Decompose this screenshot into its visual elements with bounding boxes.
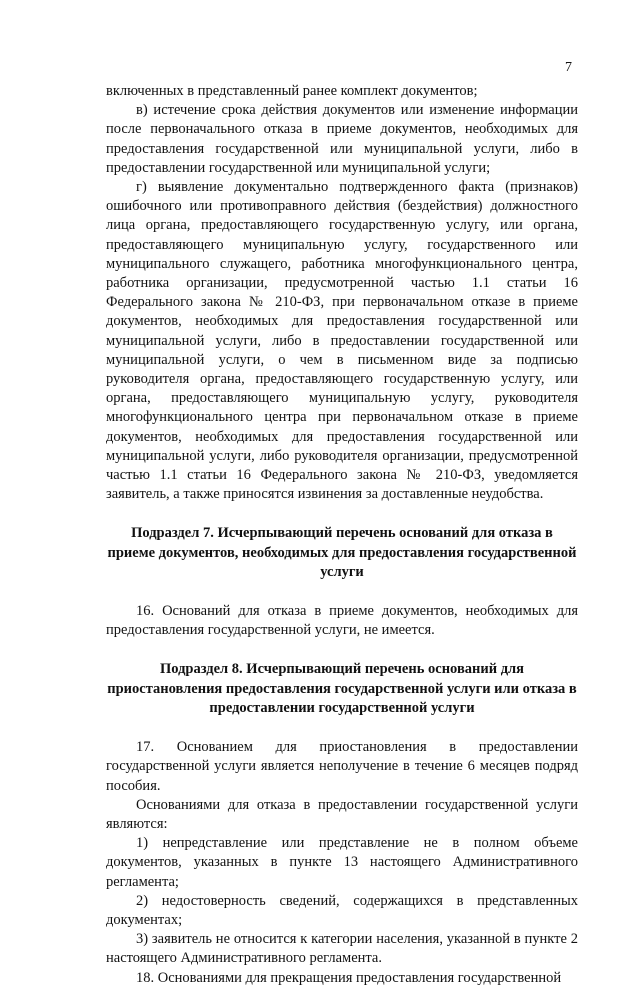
paragraph: включенных в представленный ранее комплект документов;: [106, 83, 478, 99]
list-item-1: 1) непредставление или представление не в полном объеме документов, указанных в пункте 13 настоящего Административного регламента;: [106, 835, 578, 890]
section-heading-7: Подраздел 7. Исчерпывающий перечень оснований для отказа в приеме документов, необходимых для предоставления государственной услуги: [107, 525, 577, 580]
spacer: [106, 718, 578, 738]
paragraph-16: 16. Оснований для отказа в приеме документов, необходимых для предоставления государственной услуги, не имеется.: [106, 603, 578, 639]
spacer: [106, 582, 578, 602]
page-number: 7: [565, 60, 572, 75]
document-body: [106, 82, 578, 988]
spacer: [106, 504, 578, 524]
paragraph-18: 18. Основаниями для прекращения предоставления государственной: [136, 969, 562, 986]
list-item-2: 2) недостоверность сведений, содержащихся в представленных документах;: [106, 892, 578, 928]
paragraph-item-v: в) истечение срока действия документов или изменение информации после первоначального отказа в приеме документов, необходимых для предоставления государственной или муниципальной услуги, либо в предоставлении государственной или муниципальной услуги;: [106, 102, 578, 176]
spacer: [106, 640, 578, 660]
paragraph-refusal-grounds: Основаниями для отказа в предоставлении государственной услуги являются:: [106, 796, 578, 832]
section-heading-8: Подраздел 8. Исчерпывающий перечень оснований для приостановления предоставления государственной услуги или отказа в предоставлении государственной услуги: [107, 661, 577, 716]
list-item-3: 3) заявитель не относится к категории населения, указанной в пункте 2 настоящего Административного регламента.: [106, 931, 578, 967]
paragraph-17: 17. Основанием для приостановления в предоставлении государственной услуги является неполучение в течение 6 месяцев подряд пособия.: [106, 739, 578, 794]
paragraph-item-g: г) выявление документально подтвержденного факта (признаков) ошибочного или противоправного действия (бездействия) должностного лица органа, предоставляющего государственную услугу, или органа, предоставляющего муниципальную услугу, государственного или муниципального служащего, работника многофункционального центра, работника организации, предусмотренной частью 1.1 статьи 16 Федерального закона № 210-ФЗ, при первоначальном отказе в приеме документов, необходимых для предоставления государственной или муниципальной услуги, либо в предоставлении государственной или муниципальной услуги, о чем в письменном виде за подписью руководителя органа, предоставляющего государственную услугу, или органа, предоставляющего муниципальную услугу, руководителя многофункционального центра при первоначальном отказе в приеме документов, необходимых для предоставления государственной или муниципальной услуги, либо руководителя организации, предусмотренной частью 1.1 статьи 16 Федерального закона № 210-ФЗ, уведомляется заявитель, а также приносятся извинения за доставленные неудобства.: [106, 179, 578, 503]
